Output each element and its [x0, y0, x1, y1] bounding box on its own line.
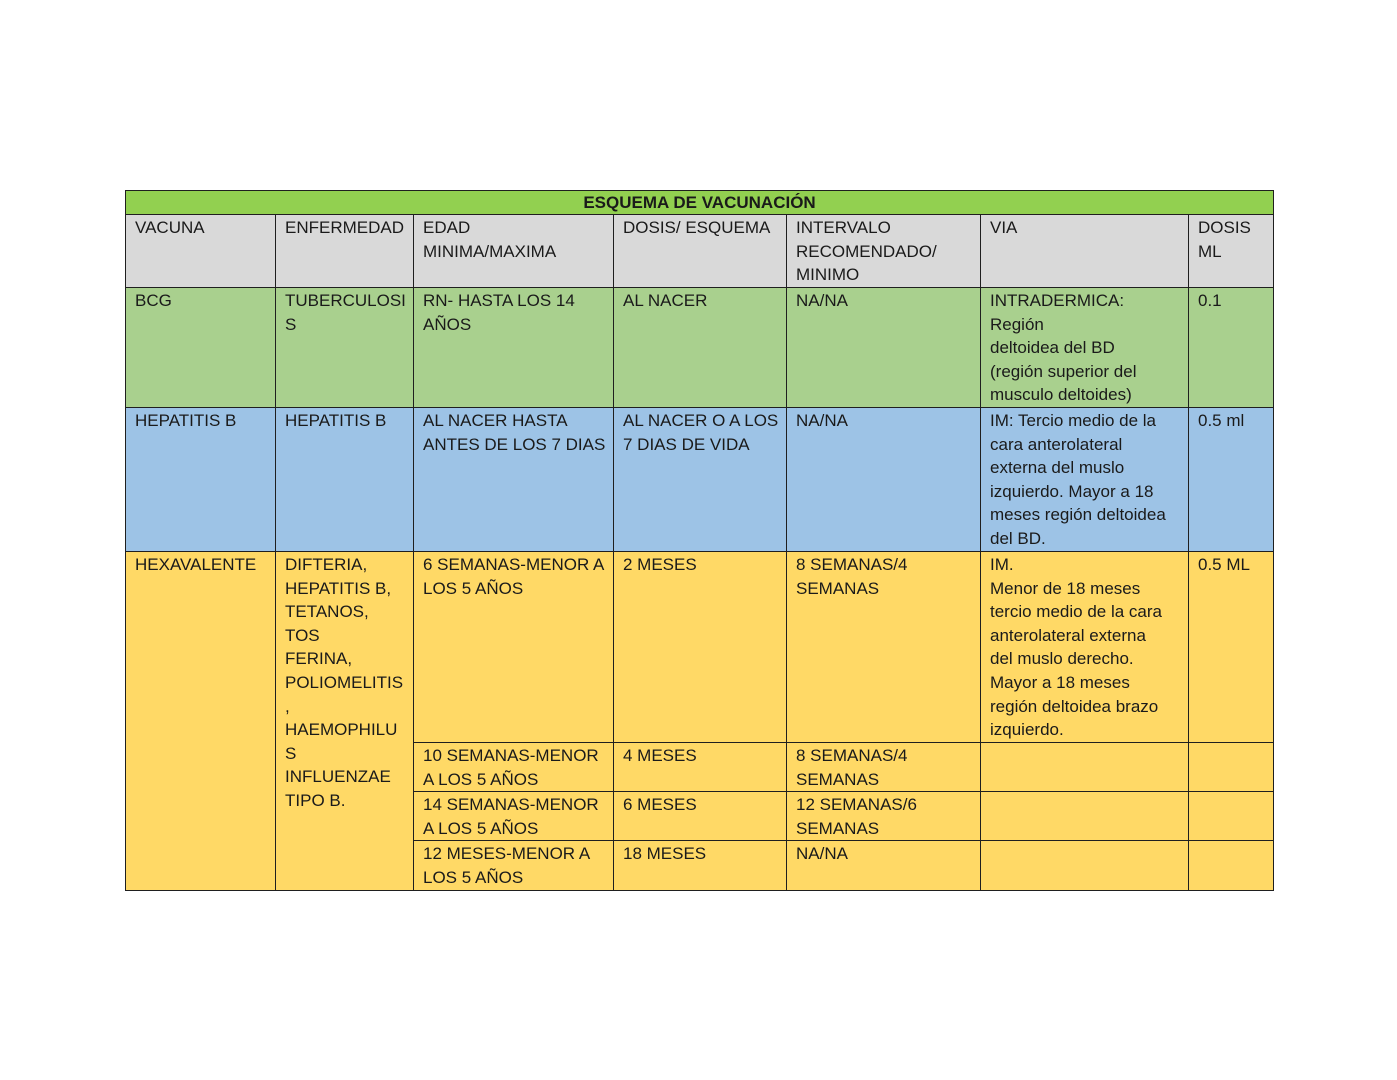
cell-edad: 10 SEMANAS-MENOR A LOS 5 AÑOS [414, 742, 614, 791]
cell-dosis-ml [1189, 792, 1274, 841]
cell-edad: RN- HASTA LOS 14 AÑOS [414, 288, 614, 408]
table-row-hepatitis-b [126, 407, 1274, 551]
cell-via: IM. Menor de 18 meses tercio medio de la cara anterolateral externa del muslo derecho. Mayor a 18 meses región deltoidea brazo izquierdo. [981, 551, 1189, 742]
cell-dosis-ml: 0.5 ML [1189, 551, 1274, 742]
cell-dosis-esquema: 4 MESES [614, 742, 787, 791]
cell-dosis-esquema: 6 MESES [614, 792, 787, 841]
cell-edad: AL NACER HASTA ANTES DE LOS 7 DIAS [414, 407, 614, 551]
cell-intervalo: 8 SEMANAS/4 SEMANAS [787, 742, 981, 791]
table-row-hexavalente-dose-1 [126, 551, 1274, 742]
cell-edad: 12 MESES-MENOR A LOS 5 AÑOS [414, 841, 614, 890]
cell-dosis-ml [1189, 742, 1274, 791]
cell-dosis-esquema: 2 MESES [614, 551, 787, 742]
cell-via [981, 792, 1189, 841]
header-enfermedad: ENFERMEDAD [276, 215, 414, 288]
cell-dosis-ml: 0.5 ml [1189, 407, 1274, 551]
cell-dosis-esquema: AL NACER O A LOS 7 DIAS DE VIDA [614, 407, 787, 551]
cell-edad: 14 SEMANAS-MENOR A LOS 5 AÑOS [414, 792, 614, 841]
header-dosis-ml: DOSIS ML [1189, 215, 1274, 288]
cell-via: INTRADERMICA: Región deltoidea del BD (región superior del musculo deltoides) [981, 288, 1189, 408]
cell-dosis-esquema: AL NACER [614, 288, 787, 408]
cell-intervalo: 8 SEMANAS/4 SEMANAS [787, 551, 981, 742]
cell-vacuna: HEXAVALENTE [126, 551, 276, 890]
header-vacuna: VACUNA [126, 215, 276, 288]
header-via: VIA [981, 215, 1189, 288]
vaccination-schedule-table [125, 190, 1274, 891]
cell-via [981, 742, 1189, 791]
header-edad: EDAD MINIMA/MAXIMA [414, 215, 614, 288]
cell-dosis-ml: 0.1 [1189, 288, 1274, 408]
cell-intervalo: NA/NA [787, 288, 981, 408]
table-title: ESQUEMA DE VACUNACIÓN [126, 191, 1274, 215]
cell-intervalo: NA/NA [787, 407, 981, 551]
cell-enfermedad: TUBERCULOSIS [276, 288, 414, 408]
cell-enfermedad: DIFTERIA, HEPATITIS B, TETANOS, TOS FERINA, POLIOMELITIS, HAEMOPHILUS INFLUENZAE TIPO B. [276, 551, 414, 890]
cell-intervalo: NA/NA [787, 841, 981, 890]
cell-dosis-esquema: 18 MESES [614, 841, 787, 890]
title-row [126, 191, 1274, 215]
header-row [126, 215, 1274, 288]
cell-via: IM: Tercio medio de la cara anterolateral externa del muslo izquierdo. Mayor a 18 meses región deltoidea del BD. [981, 407, 1189, 551]
header-dosis-esquema: DOSIS/ ESQUEMA [614, 215, 787, 288]
cell-dosis-ml [1189, 841, 1274, 890]
cell-via [981, 841, 1189, 890]
cell-vacuna: HEPATITIS B [126, 407, 276, 551]
table-row-bcg [126, 288, 1274, 408]
cell-vacuna: BCG [126, 288, 276, 408]
cell-intervalo: 12 SEMANAS/6 SEMANAS [787, 792, 981, 841]
cell-edad: 6 SEMANAS-MENOR A LOS 5 AÑOS [414, 551, 614, 742]
cell-enfermedad: HEPATITIS B [276, 407, 414, 551]
header-intervalo: INTERVALO RECOMENDADO/ MINIMO [787, 215, 981, 288]
